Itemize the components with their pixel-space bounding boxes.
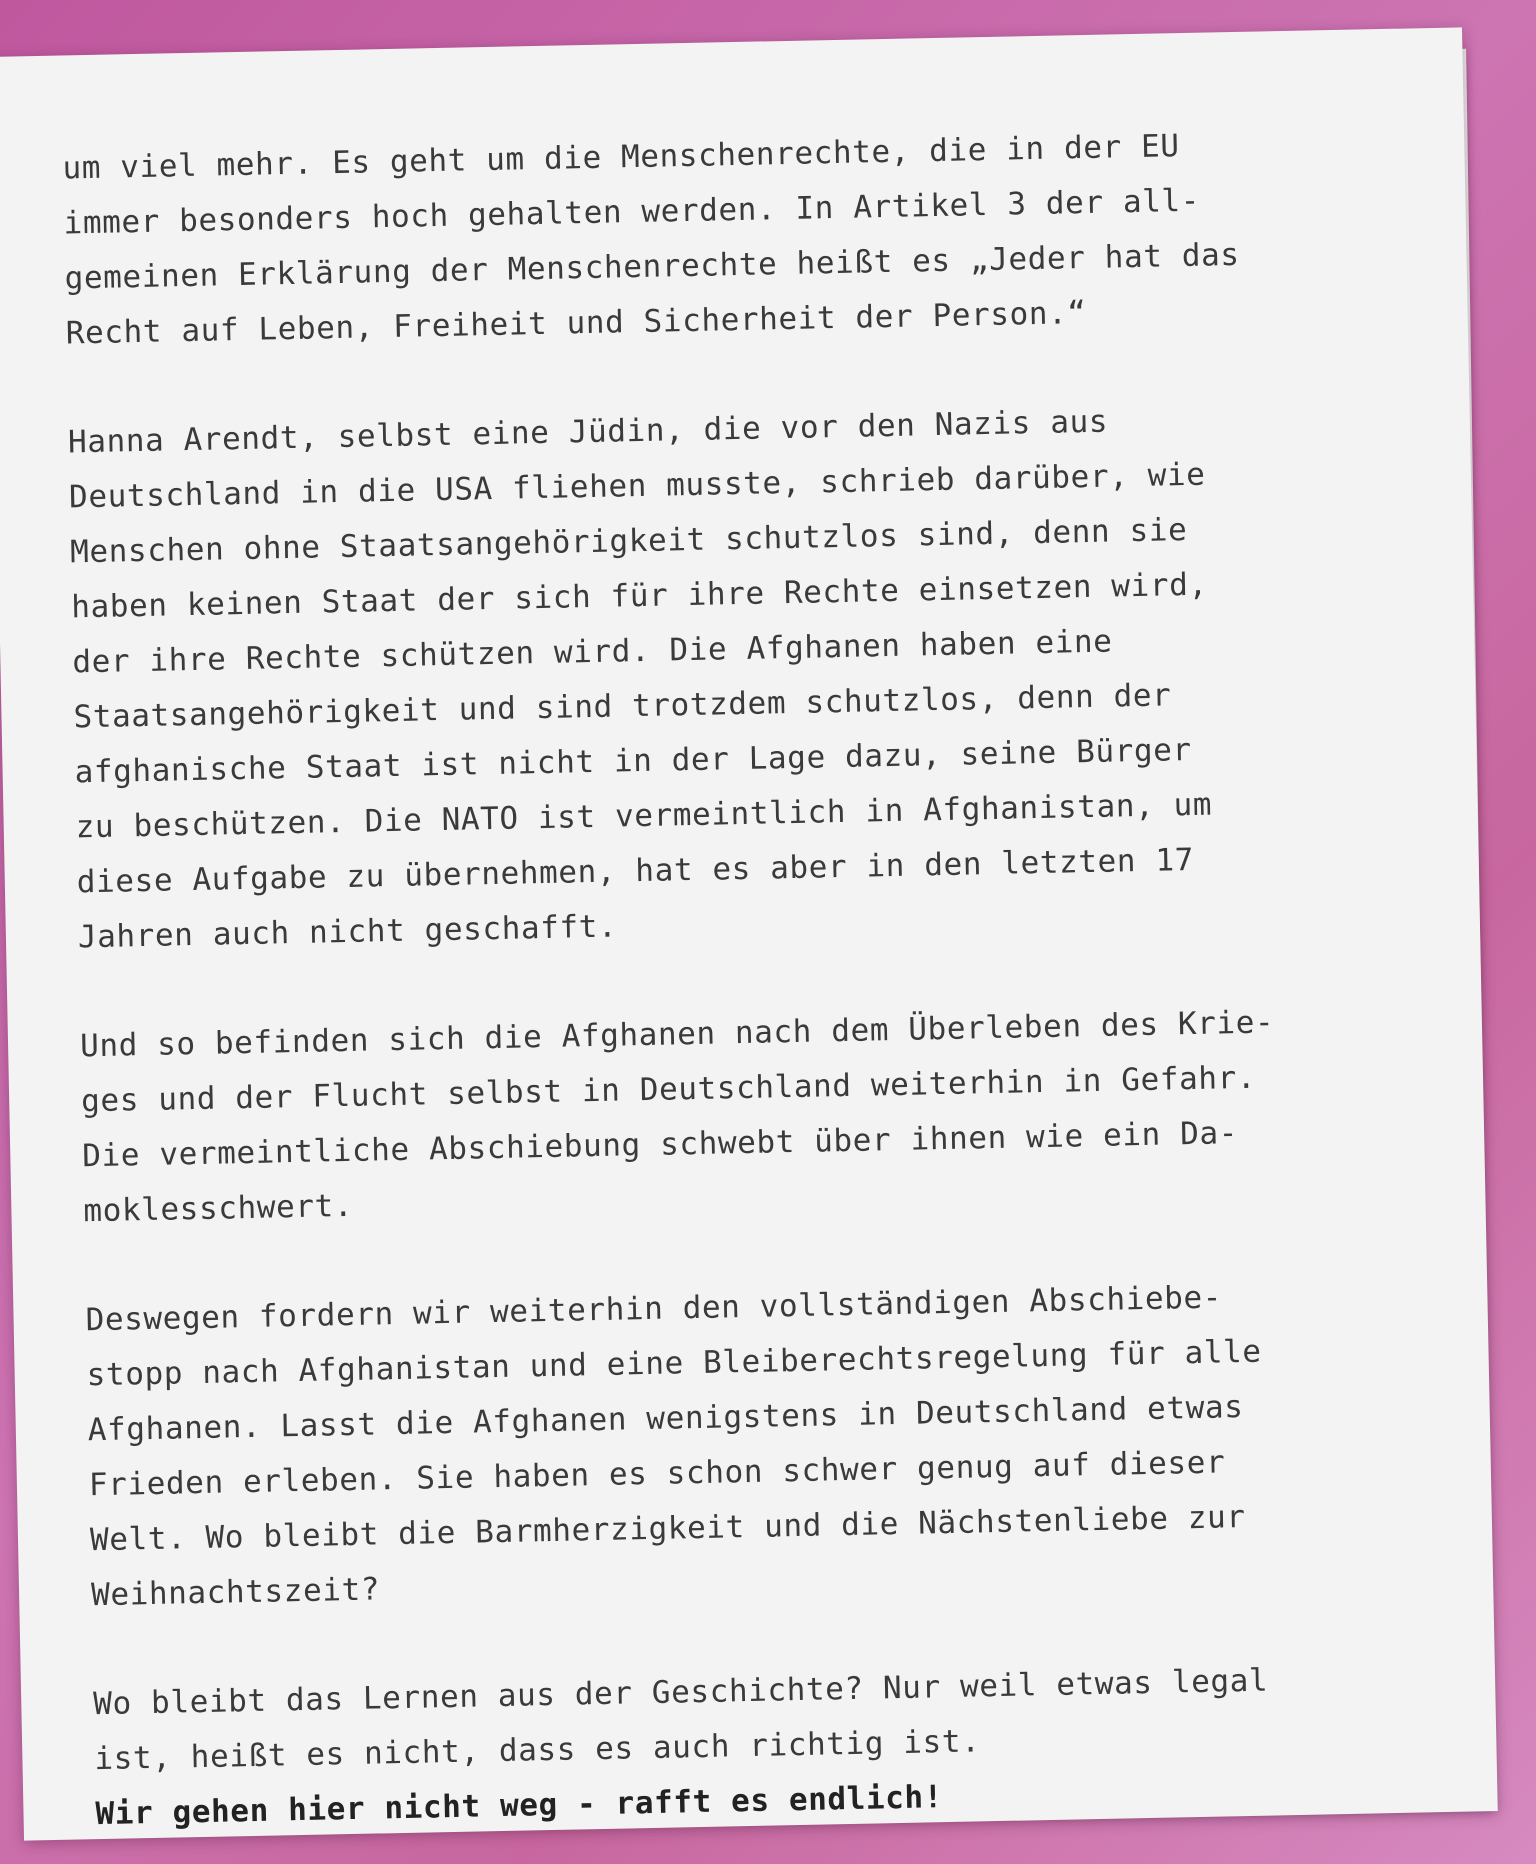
text-line: Recht auf Leben, Freiheit und Sicherheit der Person.“ — [65, 294, 1087, 352]
paragraph-human-rights — [62, 114, 1428, 361]
text-line: afghanische Staat ist nicht in der Lage dazu, seine Bürger — [74, 731, 1193, 791]
text-line: ist, heißt es nicht, dass es auch richtig ist. — [94, 1723, 981, 1778]
paragraph-hanna-arendt — [67, 388, 1440, 965]
text-line: Die vermeintliche Abschiebung schwebt über ihnen wie ein Da- — [81, 1115, 1239, 1175]
text-line: Deswegen fordern wir weiterhin den vollständigen Abschiebe- — [85, 1279, 1223, 1339]
text-line: ges und der Flucht selbst in Deutschland weiterhin in Gefahr. — [80, 1059, 1257, 1120]
text-line: Und so befinden sich die Afghanen nach dem Überleben des Krie- — [79, 1004, 1275, 1065]
text-line: Staatsangehörigkeit und sind trotzdem schutzlos, denn der — [73, 677, 1172, 736]
text-line: um viel mehr. Es geht um die Menschenrechte, die in der EU — [62, 128, 1180, 187]
closing-slogan: Wir gehen hier nicht weg - rafft es endlich! — [95, 1779, 944, 1833]
typed-sheet — [0, 27, 1498, 1840]
paragraph-danger — [80, 992, 1446, 1239]
text-line: Weihnachtszeit? — [90, 1571, 381, 1614]
text-line: der ihre Rechte schützen wird. Die Afghanen haben eine — [72, 623, 1113, 681]
paragraph-demands — [85, 1266, 1453, 1623]
text-line: Jahren auch nicht geschafft. — [77, 908, 618, 956]
text-line: zu beschützen. Die NATO ist vermeintlich in Afghanistan, um — [75, 786, 1213, 846]
text-line: haben keinen Staat der sich für ihre Rechte einsetzen wird, — [70, 566, 1209, 626]
text-line: immer besonders hoch gehalten werden. In Artikel 3 der all- — [63, 182, 1201, 242]
text-line: Wo bleibt das Lernen aus der Geschichte? Nur weil etwas legal — [92, 1662, 1269, 1723]
text-line: gemeinen Erklärung der Menschenrechte heißt es „Jeder hat das — [64, 236, 1240, 297]
text-line: Welt. Wo bleibt die Barmherzigkeit und die Nächstenliebe zur — [89, 1499, 1246, 1559]
paragraph-history — [93, 1650, 1458, 1842]
text-line: moklesschwert. — [83, 1187, 354, 1230]
text-line: Afghanen. Lasst die Afghanen wenigstens in Deutschland etwas — [87, 1389, 1244, 1449]
text-line: stopp nach Afghanistan und eine Bleiberechtsregelung für alle — [86, 1333, 1262, 1394]
text-line: Menschen ohne Staatsangehörigkeit schutzlos sind, denn sie — [69, 512, 1188, 571]
text-line: Deutschland in die USA fliehen musste, schrieb darüber, wie — [68, 456, 1206, 516]
text-line: Frieden erleben. Sie haben es schon schwer genug auf dieser — [88, 1444, 1226, 1504]
text-line: diese Aufgabe zu übernehmen, hat es aber in den letzten 17 — [76, 841, 1195, 901]
text-line: Hanna Arendt, selbst eine Jüdin, die vor den Nazis aus — [67, 403, 1109, 461]
